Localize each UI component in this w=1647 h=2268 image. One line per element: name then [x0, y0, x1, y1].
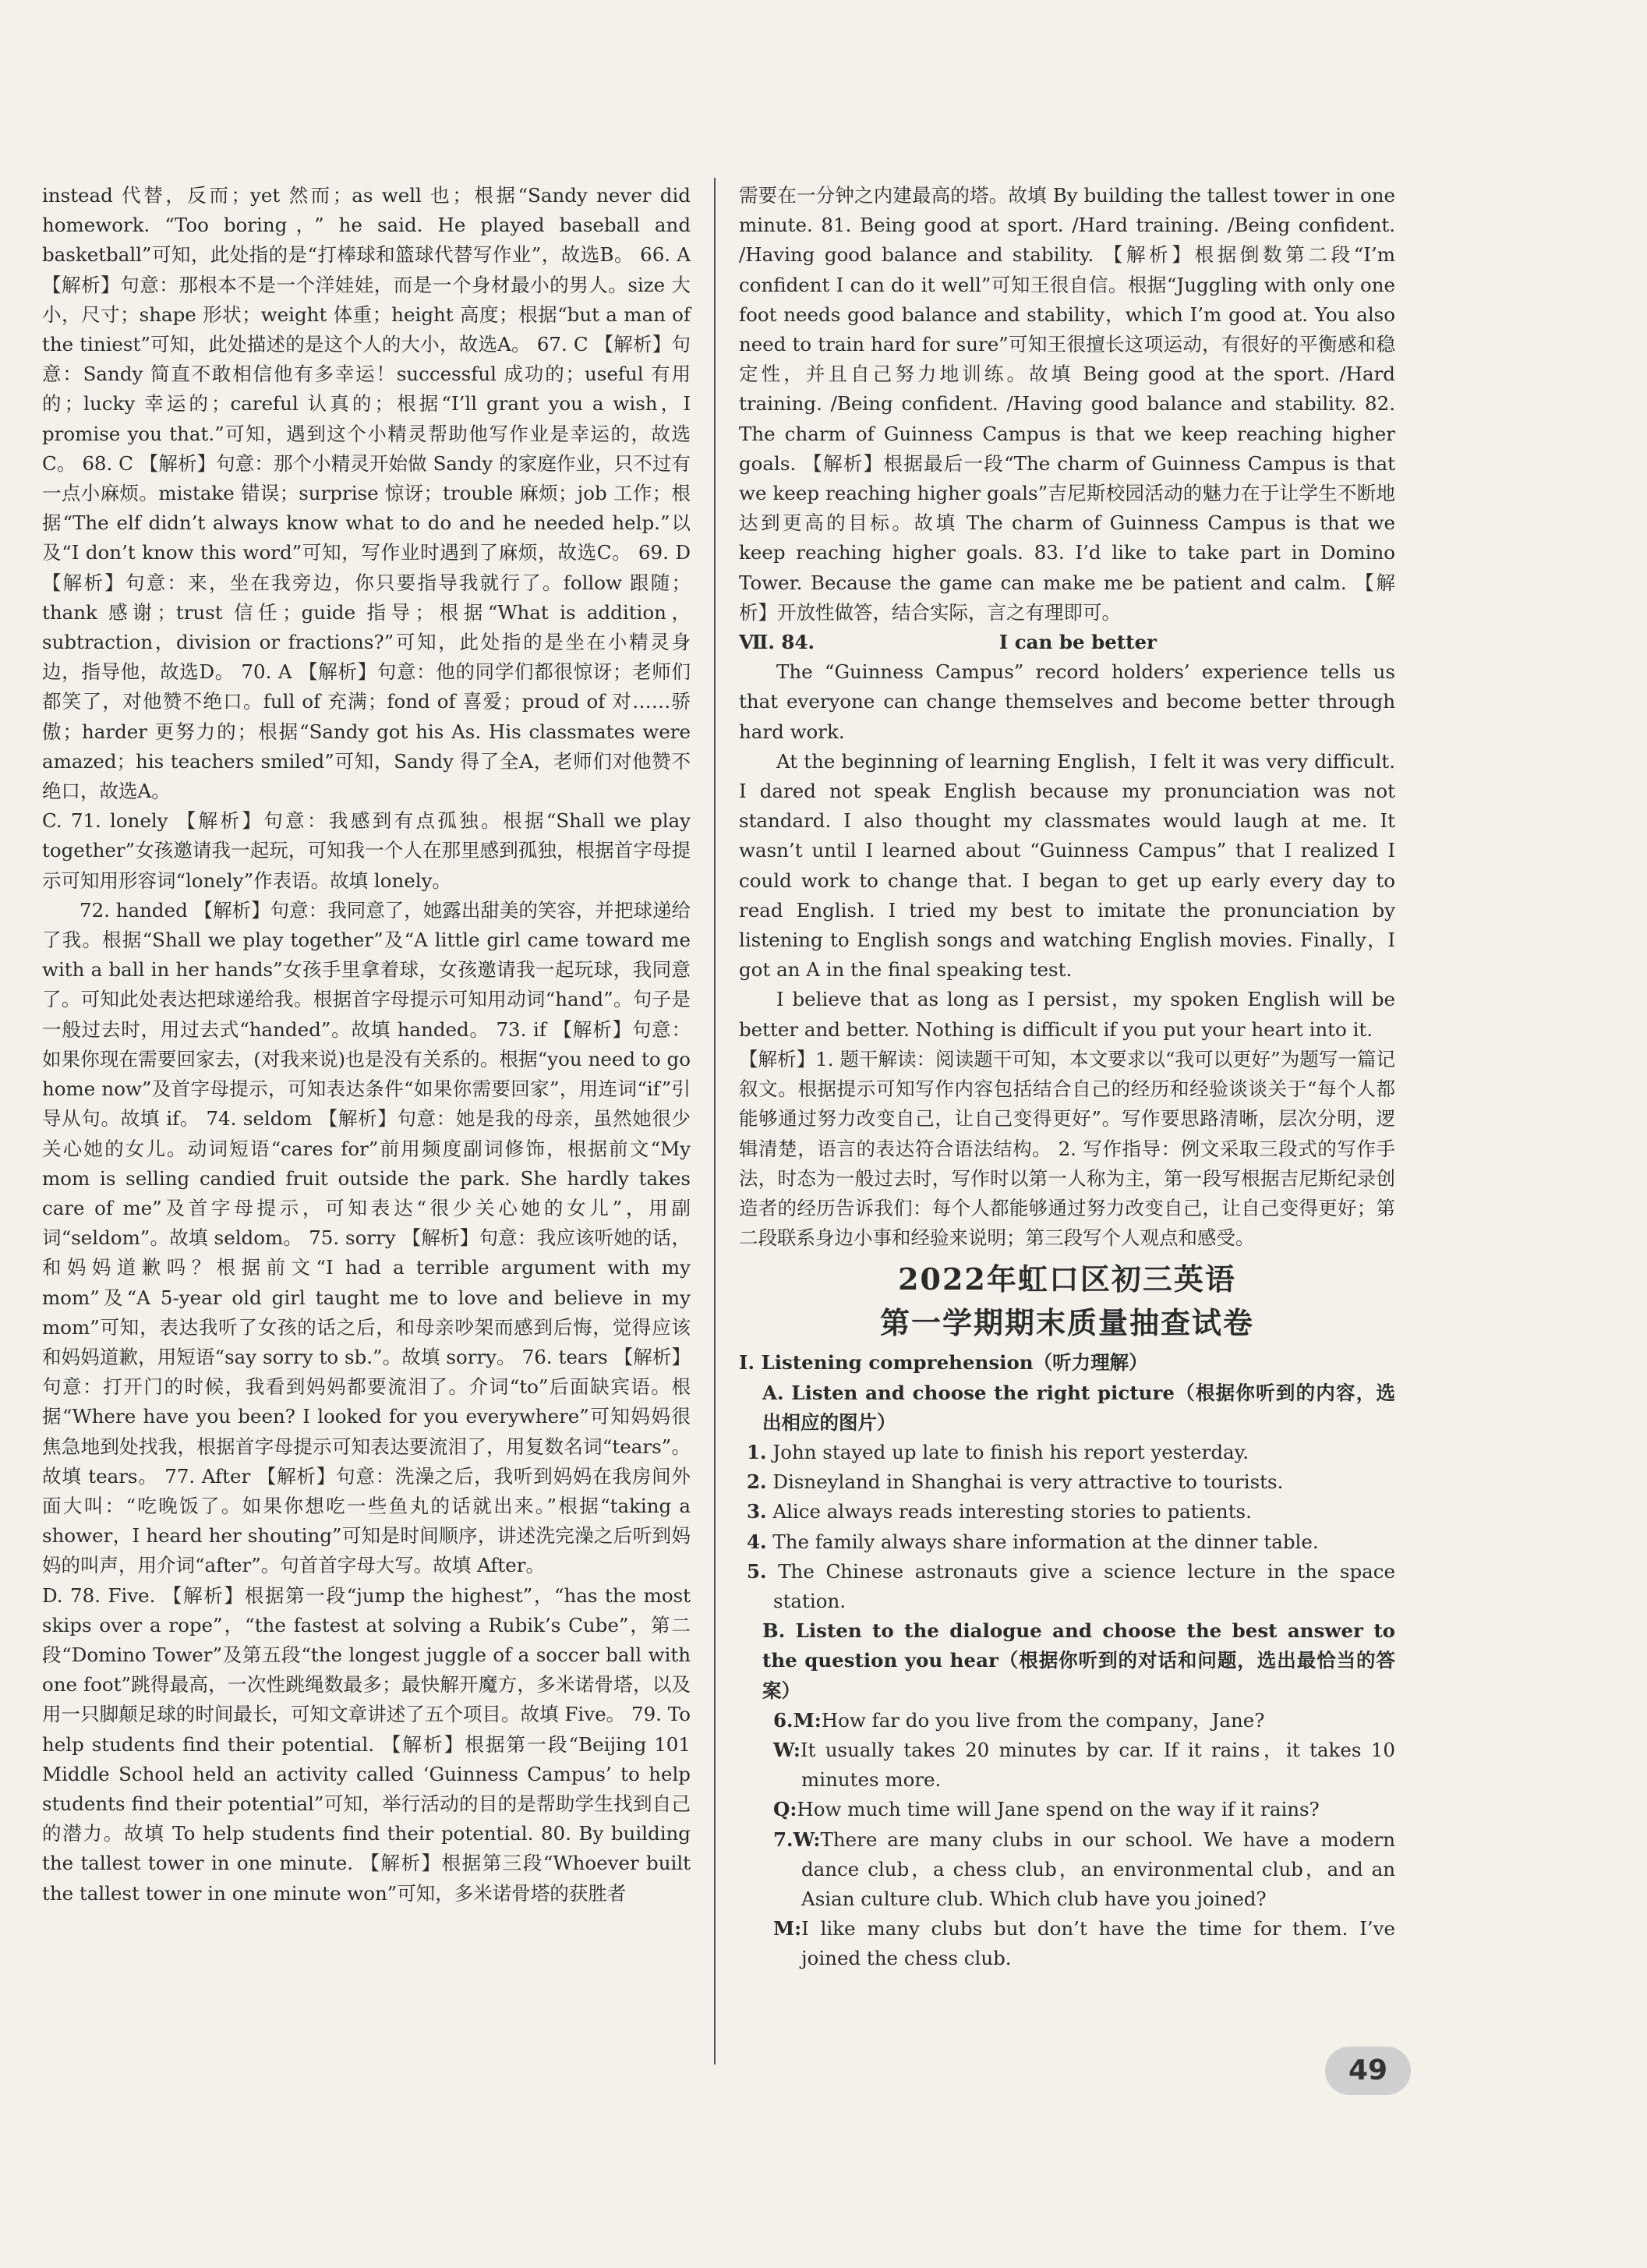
- dialogue-line: Q:How much time will Jane spend on the way if it rains?: [773, 1798, 1320, 1821]
- dialogue-line: 6.M:How far do you live from the company，Jane?: [773, 1708, 1265, 1732]
- list-item: 1. John stayed up late to finish his report yesterday.: [747, 1440, 1249, 1463]
- dialogue-line: M:I like many clubs but don’t have the time for them. I’ve joined the chess club.: [773, 1917, 1395, 1970]
- left-column: [42, 181, 691, 1909]
- exam-title-line-1: 2022年虹口区初三英语: [898, 1261, 1236, 1297]
- answer-paragraph-1: instead 代替，反而；yet 然而；as well 也；根据“Sandy never did homework. “Too boring，” he said. He played baseball and basketball”可知，此处指的是“打棒球和篮球代替写作业”，故选B。 66. A 【解析】句意：那根本不是一个洋娃娃，而是一个身材最小的男人。size 大小，尺寸；shape 形状；weight 体重；height 高度；根据“but a man of the tiniest”可知，此处描述的是这个人的大小，故选A。 67. C 【解析】句意：Sandy 简直不敢相信他有多幸运！successful 成功的；useful 有用的；lucky 幸运的；careful 认真的；根据“I’ll grant you a wish，I promise you that.”可知，遇到这个小精灵帮助他写作业是幸运的，故选C。 68. C 【解析】句意：那个小精灵开始做 Sandy 的家庭作业，只不过有一点小麻烦。mistake 错误；surprise 惊讶；trouble 麻烦；job 工作；根据“The elf didn’t always know what to do and he needed help.”以及“I don’t know this word”可知，写作业时遇到了麻烦，故选C。 69. D 【解析】句意：来，坐在我旁边，你只要指导我就行了。follow 跟随；thank 感谢；trust 信任；guide 指导；根据“What is addition，subtraction，division or fractions?”可知，此处指的是坐在小精灵身边，指导他，故选D。 70. A 【解析】句意：他的同学们都很惊讶；老师们都笑了，对他赞不绝口。full of 充满；fond of 喜爱；proud of 对……骄傲；harder 更努力的；根据“Sandy got his As. His classmates were amazed；his teachers smiled”可知，Sandy 得了全A，老师们对他赞不绝口，故选A。: [42, 184, 691, 803]
- part-a-items: [739, 1438, 1395, 1616]
- exam-title: [739, 1258, 1395, 1345]
- answer-paragraph-4: D. 78. Five. 【解析】根据第一段“jump the highest”，“has the most skips over a rope”，“the fastest at solving a Rubik’s Cube”，第二段“Domino Tower”及第五段“the longest juggle of a soccer ball with one foot”跳得最高，一次性跳绳数最多；最快解开魔方，多米诺骨塔，以及用一只脚颠足球的时间最长，可知文章讲述了五个项目。故填 Five。 79. To help students find their potential. 【解析】根据第一段“Beijing 101 Middle School held an activity called ‘Guinness Campus’ to help students find their potential”可知，举行活动的目的是帮助学生找到自己的潜力。故填 To help students find their potential. 80. By building the tallest tower in one minute. 【解析】根据第三段“Whoever built the tallest tower in one minute won”可知，多米诺骨塔的获胜者: [42, 1583, 691, 1905]
- part-a-title: A. Listen and choose the right picture（根据你听到的内容，选出相应的图片）: [762, 1381, 1395, 1434]
- part-b-items: [739, 1706, 1395, 1974]
- list-item: 3. Alice always reads interesting stories to patients.: [747, 1500, 1252, 1523]
- essay-analysis: 【解析】1. 题干解读：阅读题干可知，本文要求以“我可以更好”为题写一篇记叙文。根据提示可知写作内容包括结合自己的经历和经验谈谈关于“每个人都能够通过努力改变自己，让自己变得更好”。写作要思路清晰，层次分明，逻辑清楚，语言的表达符合语法结构。 2. 写作指导：例文采取三段式的写作手法，时态为一般过去时，写作时以第一人称为主，第一段写根据吉尼斯纪录创造者的经历告诉我们：每个人都能够通过努力改变自己，让自己变得更好；第二段联系身边小事和经验来说明；第三段写个人观点和感受。: [739, 1047, 1395, 1250]
- part-b-title: B. Listen to the dialogue and choose the best answer to the question you hear（根据你听到的对话和问题，选出最恰当的答案）: [762, 1619, 1395, 1702]
- page-number: 49: [1325, 2047, 1411, 2095]
- essay-paragraph: I believe that as long as I persist，my spoken English will be better and better. Nothing is difficult if you put your heart into it.: [739, 988, 1395, 1041]
- essay-paragraph: The “Guinness Campus” record holders’ experience tells us that everyone can change themselves and become better through hard work.: [739, 660, 1395, 743]
- dialogue-line: 7.W:There are many clubs in our school. We have a modern dance club，a chess club，an environmental club，and an Asian culture club. Which club have you joined?: [773, 1827, 1395, 1910]
- answer-paragraph-continued: 需要在一分钟之内建最高的塔。故填 By building the tallest tower in one minute. 81. Being good at sport. /Hard training. /Being confident. /Having good balance and stability. 【解析】根据倒数第二段“I’m confident I can do it well”可知王很自信。根据“Juggling with only one foot needs good balance and stability，which I’m good at. You also need to train hard for sure”可知王很擅长这项运动，有很好的平衡感和稳定性，并且自己努力地训练。故填 Being good at the sport. /Hard training. /Being confident. /Having good balance and stability. 82. The charm of Guinness Campus is that we keep reaching higher goals. 【解析】根据最后一段“The charm of Guinness Campus is that we keep reaching higher goals”吉尼斯校园活动的魅力在于让学生不断地达到更高的目标。故填 The charm of Guinness Campus is that we keep reaching higher goals. 83. I’d like to take part in Domino Tower. Because the game can make me be patient and calm. 【解析】开放性做答，结合实际，言之有理即可。: [739, 184, 1395, 624]
- dialogue-line: W:It usually takes 20 minutes by car. If it rains，it takes 10 minutes more.: [773, 1738, 1395, 1792]
- essay-question-marker: Ⅶ. 84.: [739, 631, 815, 654]
- essay-heading-line: [739, 628, 1395, 657]
- list-item: 5. The Chinese astronauts give a science lecture in the space station.: [747, 1559, 1395, 1612]
- essay-paragraph: At the beginning of learning English，I felt it was very difficult. I dared not speak English because my pronunciation was not standard. I also thought my classmates would laugh at me. It wasn’t until I learned about “Guinness Campus” that I realized I could work to change that. I began to get up early every day to read English. I tried my best to imitate the pronunciation by listening to English songs and watching English movies. Finally，I got an A in the final speaking test.: [739, 749, 1395, 982]
- column-divider: [714, 178, 716, 2065]
- right-column: [739, 181, 1395, 1974]
- listening-heading: Ⅰ. Listening comprehension（听力理解）: [739, 1351, 1148, 1375]
- list-item: 2. Disneyland in Shanghai is very attractive to tourists.: [747, 1470, 1284, 1494]
- answer-paragraph-2: C. 71. lonely 【解析】句意：我感到有点孤独。根据“Shall we play together”女孩邀请我一起玩，可知我一个人在那里感到孤独，根据首字母提示可知用形容词“lonely”作表语。故填 lonely。: [42, 809, 691, 892]
- essay-title: I can be better: [998, 631, 1157, 654]
- answer-paragraph-3: 72. handed 【解析】句意：我同意了，她露出甜美的笑容，并把球递给了我。根据“Shall we play together”及“A little girl came toward me with a ball in her hands”女孩手里拿着球，女孩邀请我一起玩球，我同意了。可知此处表达把球递给我。根据首字母提示可知用动词“hand”。句子是一般过去时，用过去式“handed”。故填 handed。 73. if 【解析】句意：如果你现在需要回家去，(对我来说)也是没有关系的。根据“you need to go home now”及首字母提示，可知表达条件“如果你需要回家”，用连词“if”引导从句。故填 if。 74. seldom 【解析】句意：她是我的母亲，虽然她很少关心她的女儿。动词短语“cares for”前用频度副词修饰，根据前文“My mom is selling candied fruit outside the park. She hardly takes care of me”及首字母提示，可知表达“很少关心她的女儿”，用副词“seldom”。故填 seldom。 75. sorry 【解析】句意：我应该听她的话，和妈妈道歉吗？根据前文“I had a terrible argument with my mom”及“A 5-year old girl taught me to love and believe in my mom”可知，表达我听了女孩的话之后，和母亲吵架而感到后悔，觉得应该和妈妈道歉，用短语“say sorry to sb.”。故填 sorry。 76. tears 【解析】句意：打开门的时候，我看到妈妈都要流泪了。介词“to”后面缺宾语。根据“Where have you been? I looked for you everywhere”可知妈妈很焦急地到处找我，根据首字母提示可知表达要流泪了，用复数名词“tears”。故填 tears。 77. After 【解析】句意：洗澡之后，我听到妈妈在我房间外面大叫：“吃晚饭了。如果你想吃一些鱼丸的话就出来。”根据“taking a shower，I heard her shouting”可知是时间顺序，讲述洗完澡之后听到妈妈的叫声，用介词“after”。句首首字母大写。故填 After。: [42, 898, 691, 1577]
- exam-title-line-2: 第一学期期末质量抽查试卷: [879, 1305, 1254, 1341]
- list-item: 4. The family always share information at the dinner table.: [747, 1530, 1319, 1553]
